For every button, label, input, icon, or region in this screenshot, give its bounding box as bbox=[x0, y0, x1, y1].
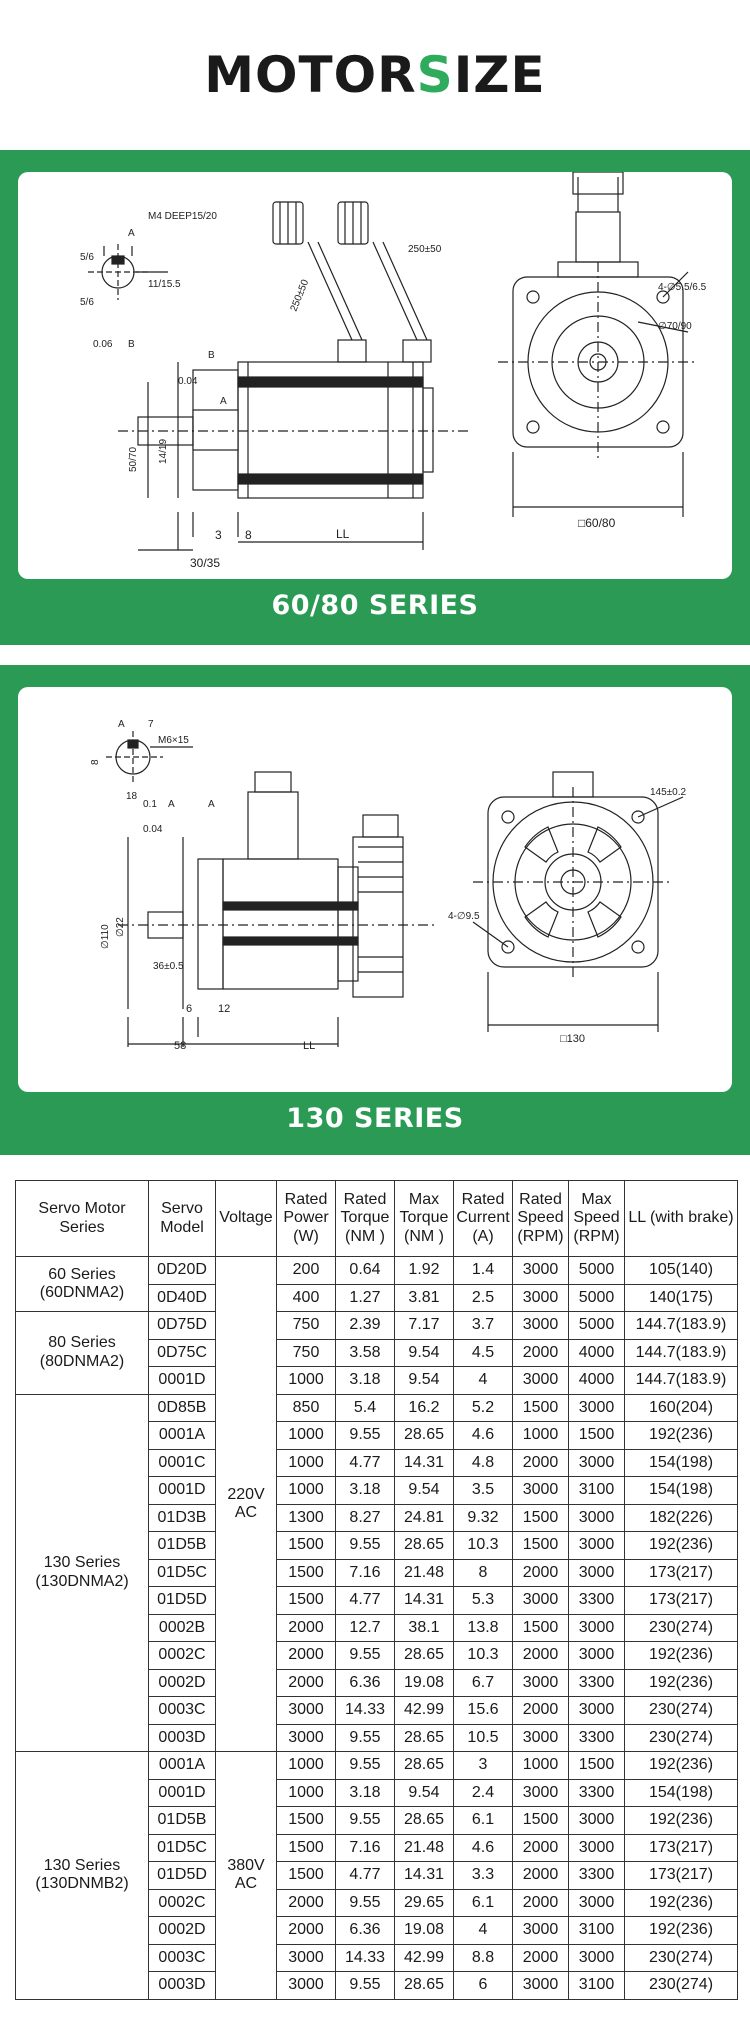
ll-cell: 154(198) bbox=[625, 1779, 738, 1807]
current-cell: 3.7 bbox=[454, 1312, 513, 1340]
max-speed-cell: 3000 bbox=[569, 1532, 625, 1560]
ll-cell: 144.7(183.9) bbox=[625, 1312, 738, 1340]
torque-cell: 12.7 bbox=[336, 1614, 395, 1642]
power-cell: 1500 bbox=[277, 1862, 336, 1890]
current-cell: 8.8 bbox=[454, 1944, 513, 1972]
max-speed-cell: 4000 bbox=[569, 1339, 625, 1367]
current-cell: 6 bbox=[454, 1972, 513, 2000]
torque-cell: 0.64 bbox=[336, 1257, 395, 1285]
torque-cell: 6.36 bbox=[336, 1669, 395, 1697]
max-speed-cell: 3000 bbox=[569, 1559, 625, 1587]
series-60-80-label: 60/80 SERIES bbox=[271, 590, 479, 621]
speed-cell: 2000 bbox=[513, 1862, 569, 1890]
speed-cell: 3000 bbox=[513, 1972, 569, 2000]
drawing-130 bbox=[18, 687, 732, 1092]
power-cell: 1000 bbox=[277, 1367, 336, 1395]
power-cell: 1500 bbox=[277, 1587, 336, 1615]
annotation: M4 DEEP15/20 bbox=[148, 211, 217, 222]
annotation: 0.06 bbox=[93, 339, 113, 350]
power-cell: 1500 bbox=[277, 1559, 336, 1587]
max-speed-cell: 3000 bbox=[569, 1504, 625, 1532]
drawing-60-80-panel bbox=[18, 172, 732, 579]
annotation: B bbox=[128, 339, 135, 350]
ll-cell: 192(236) bbox=[625, 1752, 738, 1780]
speed-cell: 1500 bbox=[513, 1614, 569, 1642]
max-torque-cell: 9.54 bbox=[395, 1477, 454, 1505]
spec-table bbox=[15, 1180, 738, 2000]
max-speed-cell: 3300 bbox=[569, 1862, 625, 1890]
power-cell: 200 bbox=[277, 1257, 336, 1285]
power-cell: 750 bbox=[277, 1312, 336, 1340]
speed-cell: 1500 bbox=[513, 1532, 569, 1560]
column-header: Rated Power (W) bbox=[277, 1181, 336, 1257]
annotation: 4-∅5.5/6.5 bbox=[658, 282, 707, 293]
table-header-row bbox=[16, 1181, 738, 1257]
table-body bbox=[16, 1257, 738, 2000]
torque-cell: 9.55 bbox=[336, 1642, 395, 1670]
max-speed-cell: 3000 bbox=[569, 1697, 625, 1725]
max-torque-cell: 28.65 bbox=[395, 1532, 454, 1560]
ll-cell: 154(198) bbox=[625, 1449, 738, 1477]
model-cell: 0003C bbox=[149, 1697, 216, 1725]
torque-cell: 14.33 bbox=[336, 1697, 395, 1725]
model-cell: 01D5B bbox=[149, 1807, 216, 1835]
model-cell: 0001A bbox=[149, 1422, 216, 1450]
model-cell: 0D20D bbox=[149, 1257, 216, 1285]
model-cell: 0003D bbox=[149, 1972, 216, 2000]
current-cell: 4.6 bbox=[454, 1834, 513, 1862]
annotation: B bbox=[208, 350, 215, 361]
current-cell: 5.2 bbox=[454, 1394, 513, 1422]
torque-cell: 9.55 bbox=[336, 1972, 395, 2000]
model-cell: 0002C bbox=[149, 1889, 216, 1917]
model-cell: 0002D bbox=[149, 1917, 216, 1945]
speed-cell: 1500 bbox=[513, 1807, 569, 1835]
torque-cell: 9.55 bbox=[336, 1889, 395, 1917]
ll-cell: 173(217) bbox=[625, 1587, 738, 1615]
model-cell: 0001D bbox=[149, 1779, 216, 1807]
max-speed-cell: 3100 bbox=[569, 1972, 625, 2000]
title-part-2: IZE bbox=[453, 46, 546, 104]
torque-cell: 9.55 bbox=[336, 1724, 395, 1752]
torque-cell: 8.27 bbox=[336, 1504, 395, 1532]
drawing-130-panel bbox=[18, 687, 732, 1092]
torque-cell: 9.55 bbox=[336, 1807, 395, 1835]
annotation: 14/19 bbox=[158, 438, 169, 464]
max-speed-cell: 1500 bbox=[569, 1752, 625, 1780]
power-cell: 2000 bbox=[277, 1889, 336, 1917]
max-speed-cell: 3000 bbox=[569, 1889, 625, 1917]
ll-cell: 192(236) bbox=[625, 1422, 738, 1450]
speed-cell: 1500 bbox=[513, 1394, 569, 1422]
power-cell: 1000 bbox=[277, 1779, 336, 1807]
current-cell: 10.3 bbox=[454, 1532, 513, 1560]
speed-cell: 2000 bbox=[513, 1449, 569, 1477]
annotation: 30/35 bbox=[190, 556, 221, 570]
power-cell: 1000 bbox=[277, 1752, 336, 1780]
annotation: LL bbox=[303, 1040, 316, 1052]
model-cell: 0003C bbox=[149, 1944, 216, 1972]
max-speed-cell: 4000 bbox=[569, 1367, 625, 1395]
model-cell: 01D3B bbox=[149, 1504, 216, 1532]
max-torque-cell: 7.17 bbox=[395, 1312, 454, 1340]
max-speed-cell: 3000 bbox=[569, 1834, 625, 1862]
power-cell: 3000 bbox=[277, 1697, 336, 1725]
speed-cell: 3000 bbox=[513, 1917, 569, 1945]
ll-cell: 192(236) bbox=[625, 1669, 738, 1697]
torque-cell: 9.55 bbox=[336, 1532, 395, 1560]
annotation: 18 bbox=[126, 791, 138, 802]
annotation: 12 bbox=[218, 1003, 231, 1015]
max-torque-cell: 24.81 bbox=[395, 1504, 454, 1532]
model-cell: 0003D bbox=[149, 1724, 216, 1752]
series-cell: 80 Series (80DNMA2) bbox=[16, 1312, 149, 1395]
torque-cell: 9.55 bbox=[336, 1422, 395, 1450]
current-cell: 4.8 bbox=[454, 1449, 513, 1477]
current-cell: 10.3 bbox=[454, 1642, 513, 1670]
model-cell: 01D5B bbox=[149, 1532, 216, 1560]
current-cell: 2.5 bbox=[454, 1284, 513, 1312]
speed-cell: 2000 bbox=[513, 1944, 569, 1972]
model-cell: 0001D bbox=[149, 1367, 216, 1395]
annotation: A bbox=[168, 799, 175, 810]
ll-cell: 230(274) bbox=[625, 1972, 738, 2000]
torque-cell: 2.39 bbox=[336, 1312, 395, 1340]
model-cell: 0002D bbox=[149, 1669, 216, 1697]
max-speed-cell: 3000 bbox=[569, 1944, 625, 1972]
annotation: ∅110 bbox=[100, 924, 111, 949]
power-cell: 3000 bbox=[277, 1724, 336, 1752]
annotation: 0.04 bbox=[143, 824, 163, 835]
annotation: 36±0.5 bbox=[153, 961, 184, 972]
annotation: □130 bbox=[560, 1033, 585, 1045]
ll-cell: 192(236) bbox=[625, 1917, 738, 1945]
ll-cell: 192(236) bbox=[625, 1807, 738, 1835]
torque-cell: 3.18 bbox=[336, 1477, 395, 1505]
current-cell: 8 bbox=[454, 1559, 513, 1587]
speed-cell: 2000 bbox=[513, 1339, 569, 1367]
power-cell: 1000 bbox=[277, 1449, 336, 1477]
max-speed-cell: 3300 bbox=[569, 1587, 625, 1615]
max-torque-cell: 28.65 bbox=[395, 1724, 454, 1752]
ll-cell: 154(198) bbox=[625, 1477, 738, 1505]
max-speed-cell: 3000 bbox=[569, 1642, 625, 1670]
current-cell: 2.4 bbox=[454, 1779, 513, 1807]
annotation: 3 bbox=[215, 528, 222, 542]
max-torque-cell: 19.08 bbox=[395, 1669, 454, 1697]
max-torque-cell: 29.65 bbox=[395, 1889, 454, 1917]
power-cell: 750 bbox=[277, 1339, 336, 1367]
max-torque-cell: 16.2 bbox=[395, 1394, 454, 1422]
max-torque-cell: 19.08 bbox=[395, 1917, 454, 1945]
table-row bbox=[16, 1752, 738, 1780]
max-speed-cell: 5000 bbox=[569, 1312, 625, 1340]
max-torque-cell: 42.99 bbox=[395, 1697, 454, 1725]
speed-cell: 1000 bbox=[513, 1752, 569, 1780]
speed-cell: 3000 bbox=[513, 1367, 569, 1395]
max-torque-cell: 28.65 bbox=[395, 1642, 454, 1670]
power-cell: 1500 bbox=[277, 1807, 336, 1835]
annotation: ∅70/90 bbox=[658, 321, 692, 332]
power-cell: 3000 bbox=[277, 1944, 336, 1972]
model-cell: 0D85B bbox=[149, 1394, 216, 1422]
annotation: ∅22 bbox=[115, 917, 126, 937]
power-cell: 2000 bbox=[277, 1669, 336, 1697]
ll-cell: 230(274) bbox=[625, 1944, 738, 1972]
speed-cell: 3000 bbox=[513, 1312, 569, 1340]
max-speed-cell: 3300 bbox=[569, 1779, 625, 1807]
series-130-band bbox=[0, 665, 750, 1155]
ll-cell: 173(217) bbox=[625, 1862, 738, 1890]
annotation: A bbox=[118, 719, 125, 730]
annotation: 5/6 bbox=[80, 252, 94, 263]
annotation: 50/70 bbox=[128, 446, 139, 472]
ll-cell: 160(204) bbox=[625, 1394, 738, 1422]
column-header: Rated Speed (RPM) bbox=[513, 1181, 569, 1257]
model-cell: 0001D bbox=[149, 1477, 216, 1505]
ll-cell: 230(274) bbox=[625, 1724, 738, 1752]
max-torque-cell: 28.65 bbox=[395, 1422, 454, 1450]
column-header: LL (with brake) bbox=[625, 1181, 738, 1257]
speed-cell: 3000 bbox=[513, 1477, 569, 1505]
torque-cell: 7.16 bbox=[336, 1834, 395, 1862]
current-cell: 4.6 bbox=[454, 1422, 513, 1450]
model-cell: 0D75D bbox=[149, 1312, 216, 1340]
power-cell: 2000 bbox=[277, 1917, 336, 1945]
current-cell: 15.6 bbox=[454, 1697, 513, 1725]
model-cell: 01D5D bbox=[149, 1587, 216, 1615]
power-cell: 2000 bbox=[277, 1614, 336, 1642]
speed-cell: 2000 bbox=[513, 1697, 569, 1725]
model-cell: 01D5C bbox=[149, 1559, 216, 1587]
max-speed-cell: 3000 bbox=[569, 1614, 625, 1642]
current-cell: 5.3 bbox=[454, 1587, 513, 1615]
annotation: 8 bbox=[245, 528, 252, 542]
annotation: 58 bbox=[174, 1040, 187, 1052]
max-torque-cell: 38.1 bbox=[395, 1614, 454, 1642]
torque-cell: 4.77 bbox=[336, 1587, 395, 1615]
power-cell: 1500 bbox=[277, 1532, 336, 1560]
title-accent-letter: S bbox=[416, 46, 454, 104]
current-cell: 9.32 bbox=[454, 1504, 513, 1532]
power-cell: 1000 bbox=[277, 1422, 336, 1450]
max-torque-cell: 21.48 bbox=[395, 1834, 454, 1862]
current-cell: 13.8 bbox=[454, 1614, 513, 1642]
max-speed-cell: 3000 bbox=[569, 1449, 625, 1477]
series-60-80-band bbox=[0, 150, 750, 645]
torque-cell: 9.55 bbox=[336, 1752, 395, 1780]
torque-cell: 3.18 bbox=[336, 1779, 395, 1807]
max-torque-cell: 14.31 bbox=[395, 1862, 454, 1890]
max-speed-cell: 3000 bbox=[569, 1394, 625, 1422]
column-header: Max Torque (NM ) bbox=[395, 1181, 454, 1257]
current-cell: 6.1 bbox=[454, 1807, 513, 1835]
max-speed-cell: 3300 bbox=[569, 1669, 625, 1697]
max-torque-cell: 21.48 bbox=[395, 1559, 454, 1587]
current-cell: 3.3 bbox=[454, 1862, 513, 1890]
voltage-cell: 380V AC bbox=[216, 1752, 277, 2000]
speed-cell: 3000 bbox=[513, 1669, 569, 1697]
speed-cell: 2000 bbox=[513, 1834, 569, 1862]
speed-cell: 2000 bbox=[513, 1642, 569, 1670]
max-torque-cell: 14.31 bbox=[395, 1449, 454, 1477]
power-cell: 2000 bbox=[277, 1642, 336, 1670]
torque-cell: 3.58 bbox=[336, 1339, 395, 1367]
table-row bbox=[16, 1312, 738, 1340]
annotation: A bbox=[128, 228, 135, 239]
ll-cell: 173(217) bbox=[625, 1559, 738, 1587]
annotation: M6×15 bbox=[158, 735, 189, 746]
model-cell: 0D75C bbox=[149, 1339, 216, 1367]
table-row bbox=[16, 1257, 738, 1285]
drawing-60-80 bbox=[18, 172, 732, 579]
ll-cell: 230(274) bbox=[625, 1697, 738, 1725]
annotation: 7 bbox=[148, 719, 154, 730]
power-cell: 1300 bbox=[277, 1504, 336, 1532]
ll-cell: 230(274) bbox=[625, 1614, 738, 1642]
model-cell: 0001A bbox=[149, 1752, 216, 1780]
max-torque-cell: 14.31 bbox=[395, 1587, 454, 1615]
annotation: 6 bbox=[186, 1003, 193, 1015]
max-speed-cell: 5000 bbox=[569, 1284, 625, 1312]
column-header: Rated Current (A) bbox=[454, 1181, 513, 1257]
ll-cell: 192(236) bbox=[625, 1642, 738, 1670]
annotation: A bbox=[208, 799, 215, 810]
max-speed-cell: 3100 bbox=[569, 1477, 625, 1505]
annotation: 250±50 bbox=[408, 244, 442, 255]
max-torque-cell: 28.65 bbox=[395, 1807, 454, 1835]
torque-cell: 4.77 bbox=[336, 1449, 395, 1477]
table-row bbox=[16, 1394, 738, 1422]
annotation: 0.1 bbox=[143, 799, 157, 810]
ll-cell: 192(236) bbox=[625, 1889, 738, 1917]
current-cell: 4 bbox=[454, 1917, 513, 1945]
power-cell: 850 bbox=[277, 1394, 336, 1422]
model-cell: 01D5D bbox=[149, 1862, 216, 1890]
annotation: 145±0.2 bbox=[650, 787, 687, 798]
speed-cell: 3000 bbox=[513, 1779, 569, 1807]
model-cell: 0002B bbox=[149, 1614, 216, 1642]
page-title bbox=[0, 0, 750, 150]
torque-cell: 3.18 bbox=[336, 1367, 395, 1395]
speed-cell: 3000 bbox=[513, 1284, 569, 1312]
ll-cell: 140(175) bbox=[625, 1284, 738, 1312]
max-torque-cell: 9.54 bbox=[395, 1339, 454, 1367]
ll-cell: 182(226) bbox=[625, 1504, 738, 1532]
max-torque-cell: 1.92 bbox=[395, 1257, 454, 1285]
model-cell: 0D40D bbox=[149, 1284, 216, 1312]
ll-cell: 173(217) bbox=[625, 1834, 738, 1862]
annotation: 4-∅9.5 bbox=[448, 911, 480, 922]
series-130-label: 130 SERIES bbox=[286, 1103, 464, 1134]
speed-cell: 3000 bbox=[513, 1587, 569, 1615]
current-cell: 4.5 bbox=[454, 1339, 513, 1367]
max-torque-cell: 3.81 bbox=[395, 1284, 454, 1312]
current-cell: 1.4 bbox=[454, 1257, 513, 1285]
annotation: LL bbox=[336, 527, 350, 541]
ll-cell: 144.7(183.9) bbox=[625, 1339, 738, 1367]
current-cell: 6.1 bbox=[454, 1889, 513, 1917]
power-cell: 3000 bbox=[277, 1972, 336, 2000]
column-header: Max Speed (RPM) bbox=[569, 1181, 625, 1257]
speed-cell: 2000 bbox=[513, 1889, 569, 1917]
annotation: 11/15.5 bbox=[148, 279, 181, 290]
voltage-cell: 220V AC bbox=[216, 1257, 277, 1752]
speed-cell: 1000 bbox=[513, 1422, 569, 1450]
max-torque-cell: 28.65 bbox=[395, 1972, 454, 2000]
torque-cell: 6.36 bbox=[336, 1917, 395, 1945]
current-cell: 6.7 bbox=[454, 1669, 513, 1697]
current-cell: 4 bbox=[454, 1367, 513, 1395]
max-speed-cell: 1500 bbox=[569, 1422, 625, 1450]
speed-cell: 2000 bbox=[513, 1559, 569, 1587]
power-cell: 1000 bbox=[277, 1477, 336, 1505]
speed-cell: 3000 bbox=[513, 1257, 569, 1285]
power-cell: 1500 bbox=[277, 1834, 336, 1862]
torque-cell: 7.16 bbox=[336, 1559, 395, 1587]
annotation: 0.04 bbox=[178, 376, 198, 387]
annotation: □60/80 bbox=[578, 516, 616, 530]
max-speed-cell: 3100 bbox=[569, 1917, 625, 1945]
max-torque-cell: 9.54 bbox=[395, 1779, 454, 1807]
ll-cell: 192(236) bbox=[625, 1532, 738, 1560]
max-speed-cell: 5000 bbox=[569, 1257, 625, 1285]
model-cell: 0001C bbox=[149, 1449, 216, 1477]
annotation: A bbox=[220, 396, 227, 407]
current-cell: 10.5 bbox=[454, 1724, 513, 1752]
max-speed-cell: 3000 bbox=[569, 1807, 625, 1835]
series-cell: 130 Series (130DNMB2) bbox=[16, 1752, 149, 2000]
ll-cell: 105(140) bbox=[625, 1257, 738, 1285]
max-speed-cell: 3300 bbox=[569, 1724, 625, 1752]
torque-cell: 4.77 bbox=[336, 1862, 395, 1890]
power-cell: 400 bbox=[277, 1284, 336, 1312]
column-header: Rated Torque (NM ) bbox=[336, 1181, 395, 1257]
current-cell: 3 bbox=[454, 1752, 513, 1780]
series-cell: 60 Series (60DNMA2) bbox=[16, 1257, 149, 1312]
series-cell: 130 Series (130DNMA2) bbox=[16, 1394, 149, 1752]
torque-cell: 14.33 bbox=[336, 1944, 395, 1972]
torque-cell: 1.27 bbox=[336, 1284, 395, 1312]
max-torque-cell: 9.54 bbox=[395, 1367, 454, 1395]
title-part-1: MOTOR bbox=[204, 46, 417, 104]
ll-cell: 144.7(183.9) bbox=[625, 1367, 738, 1395]
column-header: Voltage bbox=[216, 1181, 277, 1257]
torque-cell: 5.4 bbox=[336, 1394, 395, 1422]
annotation: 5/6 bbox=[80, 297, 94, 308]
speed-cell: 1500 bbox=[513, 1504, 569, 1532]
max-torque-cell: 42.99 bbox=[395, 1944, 454, 1972]
speed-cell: 3000 bbox=[513, 1724, 569, 1752]
max-torque-cell: 28.65 bbox=[395, 1752, 454, 1780]
model-cell: 0002C bbox=[149, 1642, 216, 1670]
column-header: Servo Motor Series bbox=[16, 1181, 149, 1257]
current-cell: 3.5 bbox=[454, 1477, 513, 1505]
column-header: Servo Model bbox=[149, 1181, 216, 1257]
annotation: 250±50 bbox=[288, 278, 312, 314]
annotation: 8 bbox=[90, 759, 101, 765]
model-cell: 01D5C bbox=[149, 1834, 216, 1862]
